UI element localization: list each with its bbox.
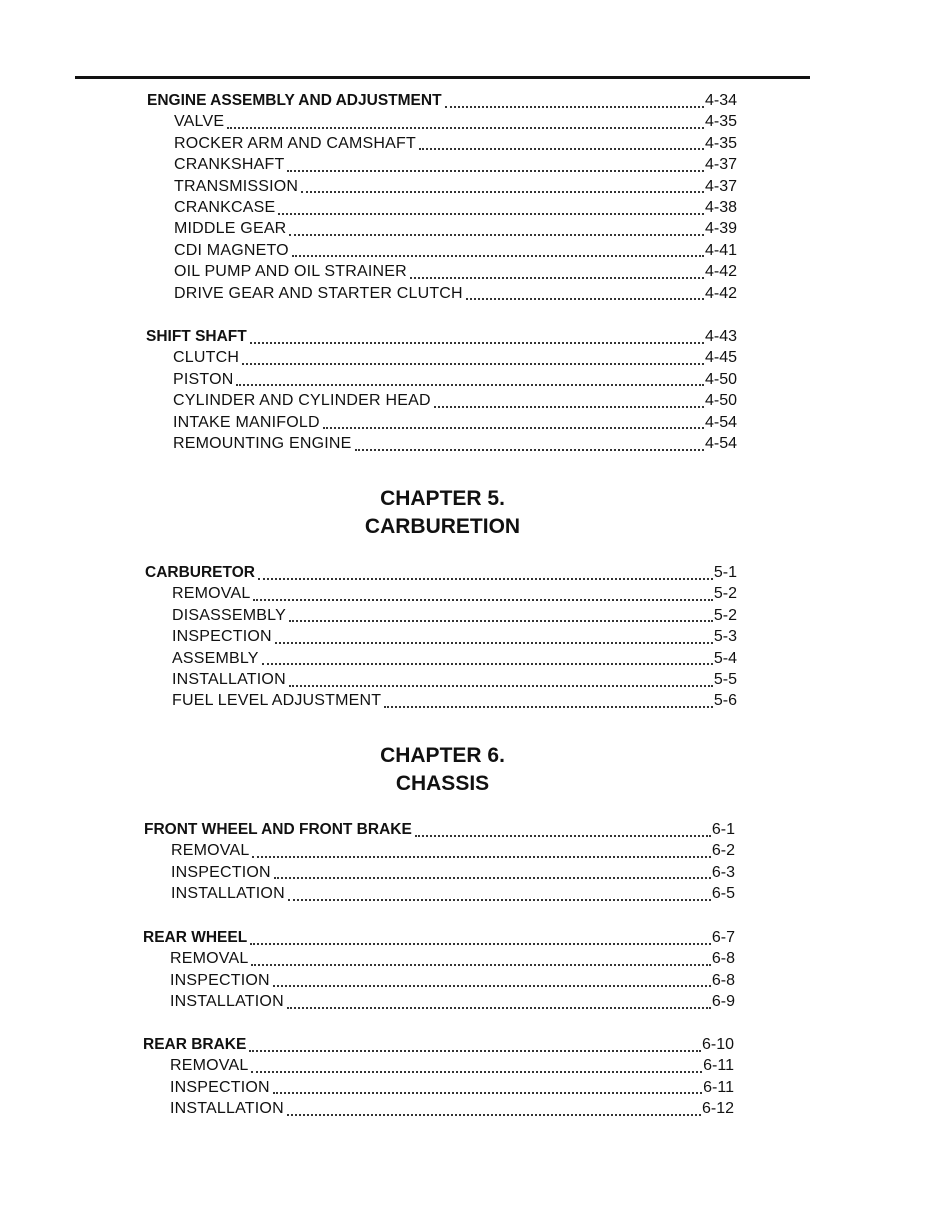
toc-section-shift-shaft — [146, 326, 737, 454]
toc-entry-title: INSTALLATION — [171, 885, 285, 903]
toc-page-number: 5-3 — [713, 628, 737, 646]
toc-entry — [143, 948, 735, 969]
toc-entry-title: REMOVAL — [170, 950, 249, 968]
toc-page-number: 5-2 — [713, 585, 737, 603]
toc-entry-title: MIDDLE GEAR — [174, 220, 287, 238]
toc-section-front-wheel — [144, 819, 735, 905]
toc-entry-title: REAR BRAKE — [143, 1036, 247, 1053]
toc-entry — [147, 283, 737, 304]
toc-entry — [147, 133, 737, 154]
dot-leader — [251, 1071, 702, 1073]
toc-page-number: 6-3 — [711, 863, 735, 881]
dot-leader — [289, 234, 704, 236]
toc-page-number: 6-1 — [711, 821, 735, 838]
toc-page-number: 6-5 — [711, 885, 735, 903]
toc-page-number: 6-11 — [703, 1057, 734, 1075]
dot-leader — [323, 427, 704, 429]
toc-entry — [146, 369, 737, 390]
toc-entry-title: ROCKER ARM AND CAMSHAFT — [174, 134, 416, 152]
dot-leader — [242, 363, 704, 365]
dot-leader — [292, 255, 704, 257]
toc-entry — [143, 1055, 734, 1076]
toc-entry-title: CYLINDER AND CYLINDER HEAD — [173, 392, 431, 410]
toc-page-number: 4-37 — [704, 156, 737, 174]
toc-page-number: 5-1 — [713, 564, 737, 581]
toc-page-number: 5-6 — [713, 692, 737, 710]
toc-page-number: 4-41 — [704, 241, 737, 259]
dot-leader — [287, 1114, 701, 1116]
toc-page-number: 5-2 — [713, 606, 737, 624]
toc-page-number: 5-5 — [713, 670, 737, 688]
toc-page-number: 4-54 — [704, 413, 737, 431]
chapter-5-heading — [300, 485, 585, 541]
dot-leader — [419, 148, 704, 150]
dot-leader — [251, 964, 710, 966]
dot-leader — [273, 1092, 702, 1094]
toc-entry-title: INSTALLATION — [170, 993, 284, 1011]
toc-page-number: 4-50 — [704, 392, 737, 410]
chapter-5-number: CHAPTER 5. — [380, 487, 505, 510]
toc-entry-title: FUEL LEVEL ADJUSTMENT — [172, 692, 382, 710]
dot-leader — [273, 985, 711, 987]
toc-entry-title: DRIVE GEAR AND STARTER CLUTCH — [174, 284, 463, 302]
dot-leader — [289, 620, 713, 622]
toc-page-number: 4-43 — [704, 328, 737, 345]
toc-entry-title: INSPECTION — [172, 628, 272, 646]
toc-entry — [147, 261, 737, 282]
dot-leader — [275, 642, 713, 644]
toc-entry-title: DISASSEMBLY — [172, 606, 286, 624]
toc-entry — [145, 583, 737, 604]
toc-page-number: 4-37 — [704, 177, 737, 195]
toc-page-number: 4-50 — [704, 370, 737, 388]
chapter-5-title: CARBURETION — [364, 515, 521, 538]
toc-entry — [147, 240, 737, 261]
toc-entry — [147, 197, 737, 218]
dot-leader — [278, 213, 704, 215]
toc-entry-title: REMOUNTING ENGINE — [173, 434, 352, 452]
toc-entry-title: CRANKSHAFT — [174, 156, 285, 174]
dot-leader — [274, 877, 711, 879]
toc-entry-title: OIL PUMP AND OIL STRAINER — [174, 263, 407, 281]
toc-entry — [143, 970, 735, 991]
toc-entry — [145, 648, 737, 669]
toc-section-header — [146, 326, 737, 347]
top-rule — [75, 76, 810, 79]
toc-entry-title: VALVE — [174, 113, 225, 131]
toc-section-header — [143, 927, 735, 948]
dot-leader — [434, 406, 704, 408]
toc-entry — [143, 1077, 734, 1098]
toc-entry-title: REMOVAL — [170, 1057, 249, 1075]
toc-section-header — [143, 1034, 734, 1055]
toc-section-rear-brake — [143, 1034, 734, 1120]
toc-entry-title: INTAKE MANIFOLD — [173, 413, 320, 431]
toc-entry-title: TRANSMISSION — [174, 177, 299, 195]
toc-entry-title: CLUTCH — [173, 349, 240, 367]
toc-entry-title: FRONT WHEEL AND FRONT BRAKE — [144, 821, 412, 838]
dot-leader — [301, 191, 704, 193]
toc-section-header — [147, 90, 737, 111]
toc-entry — [145, 626, 737, 647]
dot-leader — [258, 578, 713, 580]
dot-leader — [288, 899, 711, 901]
toc-entry — [145, 605, 737, 626]
dot-leader — [445, 106, 704, 108]
dot-leader — [249, 1050, 701, 1052]
toc-entry — [146, 390, 737, 411]
dot-leader — [227, 127, 704, 129]
toc-entry — [145, 669, 737, 690]
toc-entry — [147, 154, 737, 175]
toc-page-number: 4-42 — [704, 263, 737, 281]
toc-entry — [144, 862, 735, 883]
toc-entry-title: INSTALLATION — [170, 1100, 284, 1118]
toc-entry-title: PISTON — [173, 370, 234, 388]
toc-page-number: 4-45 — [704, 349, 737, 367]
toc-page-number: 6-8 — [711, 971, 735, 989]
dot-leader — [466, 298, 704, 300]
toc-entry-title: CARBURETOR — [145, 564, 255, 581]
toc-entry-title: CRANKCASE — [174, 198, 276, 216]
toc-section-header — [145, 562, 737, 583]
toc-entry — [147, 111, 737, 132]
dot-leader — [236, 384, 703, 386]
dot-leader — [415, 835, 711, 837]
toc-page-number: 6-7 — [711, 929, 735, 946]
toc-entry — [144, 840, 735, 861]
toc-entry — [144, 883, 735, 904]
dot-leader — [289, 685, 713, 687]
toc-page-number: 6-2 — [711, 842, 735, 860]
toc-entry-title: REMOVAL — [172, 585, 251, 603]
dot-leader — [262, 663, 713, 665]
toc-page-number: 5-4 — [713, 649, 737, 667]
toc-entry-title: CDI MAGNETO — [174, 241, 289, 259]
toc-entry-title: REMOVAL — [171, 842, 250, 860]
toc-page-number: 4-35 — [704, 134, 737, 152]
toc-section-engine-assembly — [147, 90, 737, 304]
dot-leader — [355, 449, 704, 451]
toc-entry-title: INSPECTION — [170, 1078, 270, 1096]
toc-entry — [147, 176, 737, 197]
toc-entry-title: ASSEMBLY — [172, 649, 259, 667]
toc-page-number: 6-8 — [711, 950, 735, 968]
dot-leader — [250, 342, 704, 344]
dot-leader — [410, 277, 704, 279]
toc-section-rear-wheel — [143, 927, 735, 1013]
dot-leader — [287, 170, 704, 172]
chapter-6-number: CHAPTER 6. — [380, 744, 505, 767]
dot-leader — [287, 1007, 711, 1009]
dot-leader — [253, 599, 712, 601]
chapter-6-heading — [300, 742, 585, 798]
toc-page-number: 6-9 — [711, 993, 735, 1011]
toc-page-number: 4-39 — [704, 220, 737, 238]
toc-entry — [147, 218, 737, 239]
toc-section-header — [144, 819, 735, 840]
toc-page-number: 4-54 — [704, 434, 737, 452]
toc-page-number: 4-38 — [704, 198, 737, 216]
chapter-6-title: CHASSIS — [395, 772, 490, 795]
toc-entry — [145, 690, 737, 711]
dot-leader — [250, 943, 711, 945]
toc-entry — [146, 412, 737, 433]
toc-section-carburetor — [145, 562, 737, 712]
dot-leader — [252, 856, 710, 858]
toc-entry-title: INSTALLATION — [172, 670, 286, 688]
toc-page-number: 6-11 — [703, 1078, 734, 1096]
toc-entry — [143, 1098, 734, 1119]
toc-entry — [146, 347, 737, 368]
toc-entry-title: ENGINE ASSEMBLY AND ADJUSTMENT — [147, 92, 442, 109]
dot-leader — [384, 706, 713, 708]
toc-entry — [143, 991, 735, 1012]
toc-entry — [146, 433, 737, 454]
toc-page-number: 6-10 — [701, 1036, 734, 1053]
toc-entry-title: INSPECTION — [170, 971, 270, 989]
toc-page-number: 4-34 — [704, 92, 737, 109]
toc-entry-title: REAR WHEEL — [143, 929, 248, 946]
toc-entry-title: INSPECTION — [171, 863, 271, 881]
toc-entry-title: SHIFT SHAFT — [146, 328, 247, 345]
toc-page-number: 4-35 — [704, 113, 737, 131]
toc-page-number: 6-12 — [701, 1100, 734, 1118]
toc-page-number: 4-42 — [704, 284, 737, 302]
